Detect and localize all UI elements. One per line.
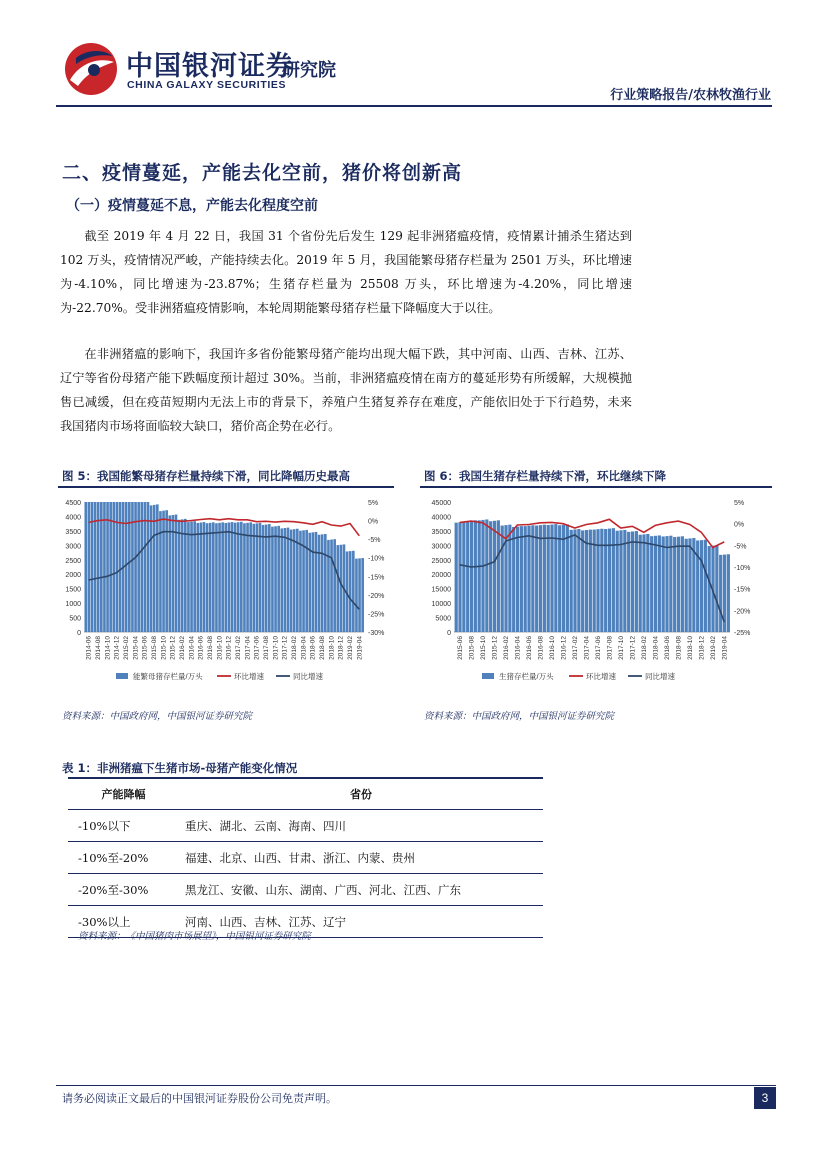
institute-label: 研究院 — [282, 60, 336, 81]
y-left-tick-label: 4000 — [65, 514, 81, 522]
x-tick-label: 2015-06 — [141, 636, 149, 660]
paragraph-1: 截至 2019 年 4 月 22 日，我国 31 个省份先后发生 129 起非洲猪瘟疫情，疫情累计捕杀生猪达到 102 万头，疫情情况严峻，产能持续去化。2019 年 5 月，我国能繁母猪存栏量为 2501 万头，环比增速为-4.10%，同比增速为-23.87%；生猪存栏量为 25508 万头，环比增速为-4.20%，同比增速为-22.70%。受非洲猪瘟疫情影响，本轮周期能繁母猪存栏量下降幅度大于以往。 — [60, 229, 632, 315]
y-left-tick-label: 3000 — [65, 543, 81, 551]
x-tick-label: 2015-06 — [456, 636, 464, 660]
bar — [333, 539, 336, 632]
x-tick-label: 2019-04 — [356, 636, 364, 660]
bar — [455, 523, 458, 632]
bar — [128, 502, 131, 632]
x-tick-label: 2017-04 — [244, 636, 252, 660]
x-tick-label: 2016-04 — [514, 636, 522, 660]
x-tick-label: 2017-12 — [629, 636, 637, 660]
bar — [312, 532, 315, 632]
y-left-tick-label: 15000 — [431, 586, 451, 594]
bar — [299, 531, 302, 632]
x-tick-label: 2015-04 — [132, 636, 140, 660]
x-tick-label: 2017-04 — [583, 636, 591, 660]
bar — [608, 529, 611, 632]
bar — [623, 530, 626, 632]
x-tick-label: 2017-02 — [235, 636, 242, 660]
bar — [84, 502, 87, 632]
y-left-tick-label: 35000 — [431, 528, 451, 536]
bar — [654, 536, 657, 632]
x-tick-label: 2015-10 — [479, 636, 487, 660]
y-left-tick-label: 0 — [447, 630, 451, 637]
bar — [485, 519, 488, 632]
figure-5-title: 图 5：我国能繁母猪存栏量持续下滑，同比降幅历史最高 — [62, 469, 351, 483]
bar — [153, 505, 156, 632]
bar — [543, 525, 546, 632]
x-tick-label: 2019-04 — [721, 636, 729, 660]
bar — [274, 526, 277, 632]
bar — [642, 534, 645, 632]
bar — [159, 511, 162, 632]
bar — [293, 529, 296, 632]
bar — [249, 522, 252, 632]
logo-english-name: CHINA GALAXY SECURITIES — [127, 79, 287, 91]
bar — [531, 525, 534, 632]
y-right-tick-label: 5% — [734, 500, 745, 507]
bar — [203, 522, 206, 632]
table-header-reduction: 产能降幅 — [68, 778, 179, 810]
bar — [554, 524, 557, 632]
x-tick-label: 2017-12 — [281, 636, 289, 660]
bar — [715, 545, 718, 632]
bar — [719, 555, 722, 632]
table-cell-provinces: 河南、山西、吉林、江苏、辽宁 — [179, 906, 543, 938]
y-right-tick-label: -10% — [734, 565, 751, 572]
table-cell-reduction: -10%至-20% — [68, 842, 179, 874]
x-tick-label: 2014-06 — [85, 636, 93, 660]
table-cell-reduction: -10%以下 — [68, 810, 179, 842]
bar — [612, 528, 615, 632]
y-right-tick-label: 0% — [734, 521, 745, 529]
bar — [458, 522, 461, 632]
bar — [688, 538, 691, 632]
x-tick-label: 2017-10 — [617, 636, 625, 660]
bar — [243, 523, 246, 632]
x-tick-label: 2017-02 — [571, 636, 579, 660]
table-row — [68, 874, 543, 906]
bar — [639, 535, 642, 632]
legend-label: 同比增速 — [293, 672, 323, 681]
bar — [196, 523, 199, 632]
y-left-tick-label: 5000 — [435, 615, 451, 623]
x-tick-label: 2018-10 — [328, 636, 336, 660]
table-cell-provinces: 重庆、湖北、云南、海南、四川 — [179, 810, 543, 842]
x-tick-label: 2019-02 — [347, 636, 354, 660]
bar — [349, 551, 352, 632]
table-cell-reduction: -20%至-30% — [68, 874, 179, 906]
header-rule — [56, 105, 772, 107]
bar — [234, 523, 237, 632]
x-tick-label: 2018-02 — [640, 636, 648, 660]
bar — [708, 546, 711, 632]
logo-emblem — [62, 40, 120, 98]
x-tick-label: 2015-10 — [160, 636, 168, 660]
x-tick-label: 2016-12 — [560, 636, 568, 660]
x-tick-label: 2016-06 — [197, 636, 205, 660]
bar — [156, 504, 159, 632]
bar — [481, 520, 484, 632]
bar — [168, 515, 171, 632]
y-left-tick-label: 10000 — [431, 601, 451, 609]
y-right-tick-label: -30% — [368, 630, 385, 637]
bar — [340, 545, 343, 632]
bar — [581, 530, 584, 632]
bar — [252, 524, 255, 632]
bar — [600, 529, 603, 632]
x-tick-label: 2014-10 — [104, 636, 112, 660]
bar — [727, 554, 730, 632]
bar — [181, 519, 184, 632]
bar — [305, 530, 308, 632]
bar — [231, 522, 234, 632]
bar — [237, 522, 240, 632]
bar — [470, 521, 473, 632]
section-title: 二、疫情蔓延，产能去化空前，猪价将创新高 — [62, 162, 463, 184]
x-tick-label: 2016-04 — [188, 636, 196, 660]
x-tick-label: 2018-02 — [291, 636, 298, 660]
y-left-tick-label: 4500 — [65, 500, 81, 507]
bar — [246, 523, 249, 632]
y-left-tick-label: 0 — [77, 630, 81, 637]
bar — [165, 510, 168, 632]
bar — [212, 522, 215, 632]
y-right-tick-label: 0% — [368, 518, 379, 526]
bar — [336, 545, 339, 632]
bar — [558, 525, 561, 632]
bar — [570, 530, 573, 632]
table-1-title: 表 1：非洲猪瘟下生猪市场-母猪产能变化情况 — [62, 761, 298, 775]
bar — [493, 521, 496, 632]
bar — [658, 535, 661, 632]
x-tick-label: 2015-12 — [169, 636, 177, 660]
bar — [665, 536, 668, 632]
bar — [646, 534, 649, 632]
x-tick-label: 2015-08 — [468, 636, 476, 660]
y-left-tick-label: 20000 — [431, 572, 451, 580]
figure-5-source: 资料来源：中国政府网，中国银河证券研究院 — [62, 711, 253, 722]
x-tick-label: 2017-08 — [263, 636, 270, 660]
bar — [489, 521, 492, 632]
x-tick-label: 2018-08 — [319, 636, 326, 660]
bar — [224, 523, 227, 632]
bar — [193, 521, 196, 632]
x-tick-label: 2018-04 — [300, 636, 308, 660]
bar — [256, 523, 259, 632]
table-row — [68, 810, 543, 842]
bar — [162, 511, 165, 632]
y-left-tick-label: 1000 — [65, 601, 81, 609]
report-type: 行业策略报告/农林牧渔行业 — [610, 88, 771, 103]
figure-5-rule — [58, 486, 394, 488]
bar — [352, 551, 355, 632]
bar — [550, 525, 553, 632]
bar — [478, 520, 481, 632]
x-tick-label: 2016-02 — [179, 636, 186, 660]
bar — [100, 502, 103, 632]
table-header-row — [68, 778, 543, 810]
bar — [677, 537, 680, 632]
x-tick-label: 2015-02 — [123, 636, 130, 660]
bar — [669, 536, 672, 632]
y-right-tick-label: 5% — [368, 500, 379, 507]
y-right-tick-label: -5% — [734, 543, 747, 551]
y-left-tick-label: 30000 — [431, 543, 451, 551]
x-tick-label: 2014-12 — [113, 636, 121, 660]
bar — [650, 536, 653, 632]
table-1 — [68, 777, 543, 938]
bar — [619, 530, 622, 632]
y-left-tick-label: 2500 — [65, 557, 81, 565]
bar — [524, 526, 527, 632]
bar — [318, 535, 321, 632]
bar — [321, 534, 324, 632]
bar — [324, 534, 327, 632]
y-left-tick-label: 500 — [69, 615, 81, 623]
footer-disclaimer: 请务必阅读正文最后的中国银河证券股份公司免责声明。 — [62, 1092, 337, 1105]
x-tick-label: 2015-08 — [151, 636, 158, 660]
bar — [527, 526, 530, 632]
y-right-tick-label: -15% — [368, 574, 385, 582]
y-left-tick-label: 45000 — [431, 500, 451, 507]
y-right-tick-label: -25% — [368, 611, 385, 619]
x-tick-label: 2018-10 — [686, 636, 694, 660]
x-tick-label: 2016-08 — [537, 636, 545, 660]
bar — [547, 525, 550, 632]
bar — [627, 532, 630, 632]
bar — [144, 502, 147, 632]
bar — [327, 540, 330, 632]
bar — [466, 521, 469, 632]
x-tick-label: 2017-06 — [594, 636, 602, 660]
bar — [635, 531, 638, 632]
bar — [221, 522, 224, 632]
bar — [187, 522, 190, 632]
bar — [673, 537, 676, 632]
x-tick-label: 2016-10 — [548, 636, 556, 660]
y-right-tick-label: -5% — [368, 537, 381, 545]
bar — [501, 526, 504, 632]
legend-label: 环比增速 — [234, 672, 264, 681]
y-left-tick-label: 25000 — [431, 557, 451, 565]
bar — [290, 530, 293, 632]
figure-6-source: 资料来源：中国政府网，中国银河证券研究院 — [424, 711, 615, 722]
bar — [178, 520, 181, 632]
bar — [218, 523, 221, 632]
bar — [240, 522, 243, 632]
bar — [685, 539, 688, 632]
x-tick-label: 2017-08 — [606, 636, 614, 660]
x-tick-label: 2014-08 — [95, 636, 102, 660]
bar — [184, 519, 187, 632]
legend-label: 能繁母猪存栏量/万头 — [133, 672, 203, 681]
bar — [315, 532, 318, 632]
galaxy-logo-icon — [62, 40, 120, 98]
figure-6-chart — [418, 492, 774, 694]
bar — [577, 529, 580, 632]
bar — [106, 502, 109, 632]
x-tick-label: 2017-10 — [272, 636, 280, 660]
bar — [284, 528, 287, 632]
bar — [206, 523, 209, 632]
x-tick-label: 2016-12 — [225, 636, 233, 660]
y-right-tick-label: -20% — [368, 592, 385, 600]
bar — [330, 540, 333, 632]
bar — [566, 524, 569, 632]
bar — [280, 528, 283, 632]
x-tick-label: 2018-04 — [652, 636, 660, 660]
y-right-tick-label: -20% — [734, 608, 751, 616]
table-header-provinces: 省份 — [179, 778, 543, 810]
x-tick-label: 2018-06 — [309, 636, 317, 660]
x-tick-label: 2015-12 — [491, 636, 499, 660]
y-left-tick-label: 3500 — [65, 528, 81, 536]
table-cell-reduction: -30%以上 — [68, 906, 179, 938]
bar — [259, 523, 262, 632]
bar — [704, 540, 707, 632]
x-tick-label: 2018-12 — [337, 636, 345, 660]
bar — [662, 536, 665, 632]
bar — [616, 531, 619, 632]
bar — [589, 530, 592, 632]
section-subtitle: （一）疫情蔓延不息，产能去化程度空前 — [66, 198, 318, 214]
figure-5-chart — [56, 492, 396, 694]
bar — [271, 527, 274, 632]
bar — [190, 522, 193, 632]
y-right-tick-label: -10% — [368, 555, 385, 563]
bar — [516, 527, 519, 632]
bar — [215, 523, 218, 632]
x-tick-label: 2016-06 — [525, 636, 533, 660]
legend-swatch — [116, 673, 128, 679]
bar — [512, 527, 515, 632]
bar — [474, 520, 477, 632]
bar — [573, 529, 576, 632]
x-tick-label: 2016-08 — [207, 636, 214, 660]
bar — [200, 523, 203, 632]
bar — [209, 523, 212, 632]
figure-6-title: 图 6：我国生猪存栏量持续下滑，环比继续下降 — [424, 469, 667, 483]
legend-swatch — [482, 673, 494, 679]
bar — [700, 540, 703, 632]
bar — [268, 524, 271, 632]
bar — [535, 526, 538, 632]
x-tick-label: 2018-08 — [675, 636, 683, 660]
bar — [308, 533, 311, 632]
bar — [585, 530, 588, 632]
legend-label: 环比增速 — [586, 672, 616, 681]
table-row — [68, 842, 543, 874]
legend-label: 同比增速 — [645, 672, 675, 681]
bar — [361, 558, 364, 632]
x-tick-label: 2017-06 — [253, 636, 261, 660]
bar — [287, 528, 290, 632]
bar — [539, 525, 542, 632]
y-right-tick-label: -25% — [734, 630, 751, 637]
legend-label: 生猪存栏量/万头 — [499, 672, 554, 681]
x-tick-label: 2016-02 — [502, 636, 510, 660]
table-cell-provinces: 黑龙江、安徽、山东、湖南、广西、河北、江西、广东 — [179, 874, 543, 906]
paragraph-2: 在非洲猪瘟的影响下，我国许多省份能繁母猪产能均出现大幅下跌，其中河南、山西、吉林、江苏、辽宁等省份母猪产能下跌幅度预计超过 30%。当前，非洲猪瘟疫情在南方的蔓延形势有所缓解，大规模抛售已减缓，但在疫苗短期内无法上市的背景下，养殖户生猪复养存在难度，产能依旧处于下行趋势，未来我国猪肉市场将面临较大缺口，猪价高企势在必行。 — [60, 347, 632, 433]
bar — [631, 531, 634, 632]
bar — [125, 502, 128, 632]
bar — [462, 522, 465, 632]
figure-6-rule — [420, 486, 772, 488]
bar — [604, 529, 607, 632]
bar — [355, 559, 358, 632]
bar — [103, 502, 106, 632]
bar — [681, 536, 684, 632]
x-tick-label: 2019-02 — [709, 636, 717, 660]
bar — [497, 520, 500, 632]
x-tick-label: 2016-10 — [216, 636, 224, 660]
y-left-tick-label: 40000 — [431, 514, 451, 522]
bar — [562, 525, 565, 632]
bar — [119, 502, 122, 632]
page-number: 3 — [754, 1087, 776, 1109]
table-cell-provinces: 福建、北京、山西、甘肃、浙江、内蒙、贵州 — [179, 842, 543, 874]
table-1-source: 资料来源：《中国猪肉市场展望》，中国银河证券研究院 — [78, 931, 311, 942]
bar — [358, 558, 361, 632]
logo-chinese-name: 中国银河证券 — [126, 51, 294, 82]
bar — [262, 525, 265, 632]
y-left-tick-label: 1500 — [65, 586, 81, 594]
bar — [296, 529, 299, 632]
x-tick-label: 2018-12 — [698, 636, 706, 660]
bar — [150, 505, 153, 632]
x-tick-label: 2018-06 — [663, 636, 671, 660]
bar — [277, 526, 280, 632]
footer-rule — [56, 1085, 776, 1086]
bar — [228, 523, 231, 632]
y-left-tick-label: 2000 — [65, 572, 81, 580]
bar — [265, 525, 268, 632]
y-right-tick-label: -15% — [734, 586, 751, 594]
bar — [520, 526, 523, 632]
